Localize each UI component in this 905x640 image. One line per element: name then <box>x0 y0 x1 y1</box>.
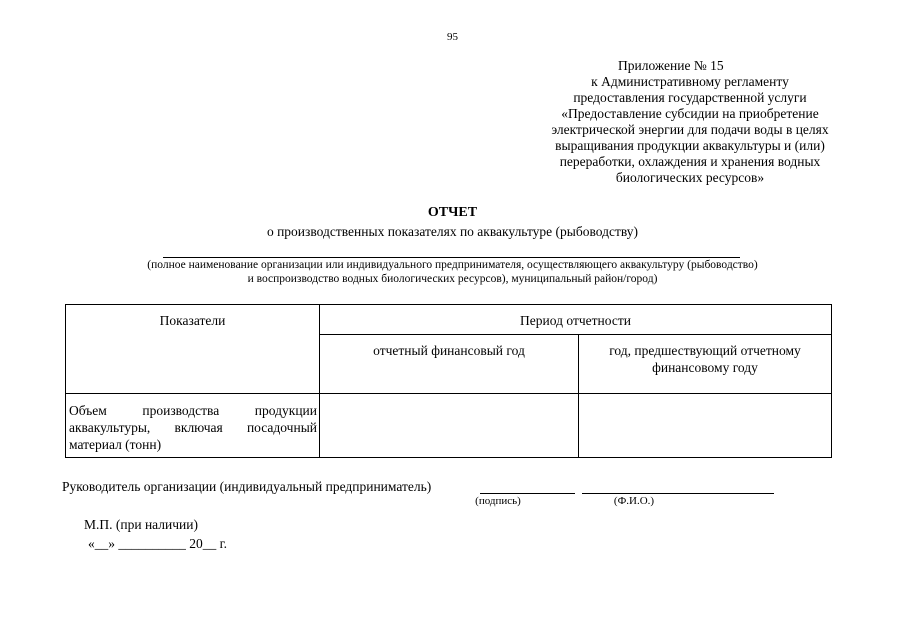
appendix-line: биологических ресурсов» <box>615 170 765 185</box>
table-header-row <box>66 305 832 335</box>
signature-caption: (подпись) <box>475 495 521 507</box>
appendix-line: электрической энергии для подачи воды в целях <box>551 122 829 137</box>
org-name-note <box>0 258 905 286</box>
signature-line[interactable] <box>480 493 575 494</box>
appendix-line: к Административному регламенту <box>591 74 789 89</box>
date-line: «__» __________ 20__ г. <box>88 536 228 551</box>
signer-label: Руководитель организации (индивидуальный предприниматель) <box>62 479 432 494</box>
header-previous-year: год, предшествующий отчетному финансовому году <box>579 335 832 394</box>
report-title: ОТЧЕТ <box>427 205 478 220</box>
indicator-cell: Объем производства продукции аквакультуры, включая посадочный материал (тонн) <box>66 394 320 458</box>
report-subtitle: о производственных показателях по аквакультуре (рыбоводству) <box>266 224 639 239</box>
appendix-line: предоставления государственной услуги <box>573 90 807 105</box>
appendix-header <box>520 58 860 186</box>
previous-year-value[interactable] <box>579 394 832 458</box>
header-current-year: отчетный финансовый год <box>320 335 579 394</box>
org-note-line: (полное наименование организации или индивидуального предпринимателя, осуществляющего аквакультуру (рыбоводство) <box>147 259 758 271</box>
org-note-line: и воспроизводство водных биологических ресурсов), муниципальный район/город) <box>247 273 658 285</box>
table-row <box>66 394 832 458</box>
current-year-value[interactable] <box>320 394 579 458</box>
page-number: 95 <box>447 31 458 43</box>
appendix-line: «Предоставление субсидии на приобретение <box>561 106 819 121</box>
header-period: Период отчетности <box>320 305 832 335</box>
appendix-line: переработки, охлаждения и хранения водных <box>559 154 821 169</box>
stamp-note: М.П. (при наличии) <box>84 517 198 532</box>
report-table <box>65 304 832 458</box>
full-name-caption: (Ф.И.О.) <box>613 495 655 507</box>
header-indicators: Показатели <box>66 305 320 394</box>
full-name-line[interactable] <box>582 493 774 494</box>
appendix-line: Приложение № 15 <box>618 58 724 73</box>
appendix-line: выращивания продукции аквакультуры и (или) <box>555 138 825 153</box>
